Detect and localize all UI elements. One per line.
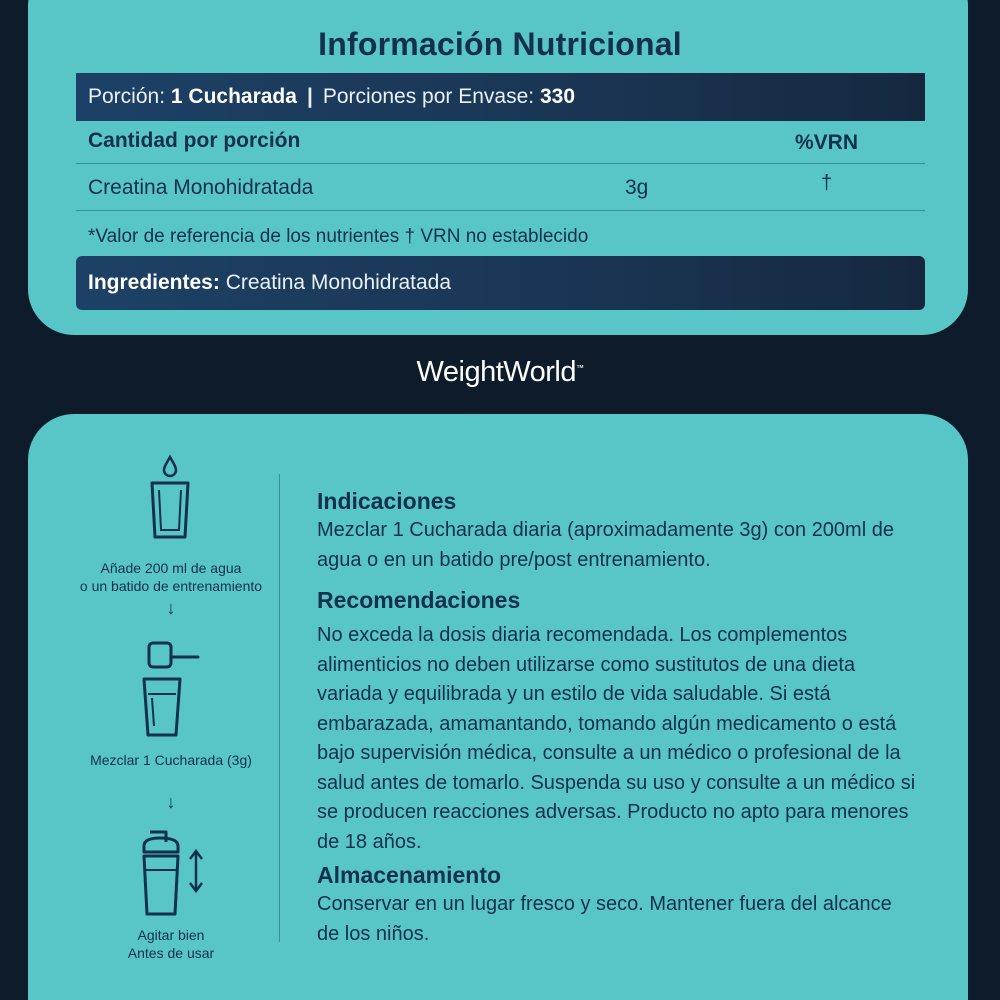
step-3-line2: Antes de usar [127,945,215,961]
indications-title: Indicaciones [317,488,457,514]
ingredients-bar [76,256,925,310]
nutrition-header-row [76,121,925,164]
servings-value: 330 [539,85,576,108]
separator: | [306,85,313,108]
item-amount: 3g [625,176,649,199]
storage-text: Conservar en un lugar fresco y seco. Mantener fuera del alcance de los niños. [317,893,892,945]
recommendations-text: No exceda la dosis diaria recomendada. Los complementos alimenticios no deben utilizarse como sustitutos de una dieta variada y equilibrada y un estilo de vida saludable. Si está embarazada, amamantando, tomando algún medicamento o está bajo supervisión médica, consulte a un médico o profesional de la salud antes de tomarlo. Suspenda su uso y consulte a un médico si se producen reacciones adversas. Producto no apto para menores de 18 años. [317,624,916,853]
shaker-icon [138,828,208,918]
item-name: Creatina Monohidratada [88,176,314,199]
portion-bar [76,73,925,121]
column-divider [279,474,280,942]
glass-water-drop-icon [146,453,194,541]
storage-title: Almacenamiento [317,862,502,888]
step-2-caption [60,751,282,769]
indications-text: Mezclar 1 Cucharada diaria (aproximadamente 3g) con 200ml de agua o en un batido pre/post entrenamiento. [317,519,894,571]
step-3-line1: Agitar bien [137,927,205,943]
nutrition-title: Información Nutricional [318,26,682,62]
nutrition-item-row [76,164,925,211]
recommendations-title: Recomendaciones [317,587,521,613]
step-2-line1: Mezclar 1 Cucharada (3g) [90,752,252,768]
ingredients-value: Creatina Monohidratada [225,271,452,294]
item-vrn: † [821,172,833,194]
ingredients-label: Ingredientes: [88,271,220,294]
step-1-line1: Añade 200 ml de agua [100,560,242,576]
step-1-caption [60,559,282,595]
brand-logo [0,356,1000,389]
step-1-line2: o un batido de entrenamiento [79,578,263,594]
arrow-down-icon: ↓ [166,598,176,618]
step-3-caption [60,926,282,962]
footnote: *Valor de referencia de los nutrientes † VRN no establecido [88,226,589,247]
portion-value: 1 Cucharada [170,85,297,108]
trademark: ™ [575,363,584,373]
portion-label: Porción: [88,85,166,108]
servings-label: Porciones por Envase: [322,85,535,108]
vrn-column-header: %VRN [795,131,859,154]
arrow-down-icon: ↓ [166,792,176,812]
scoop-glass-icon [140,640,202,738]
logo-text: WeightWorld [416,356,576,388]
amount-column-header: Cantidad por porción [88,129,301,152]
